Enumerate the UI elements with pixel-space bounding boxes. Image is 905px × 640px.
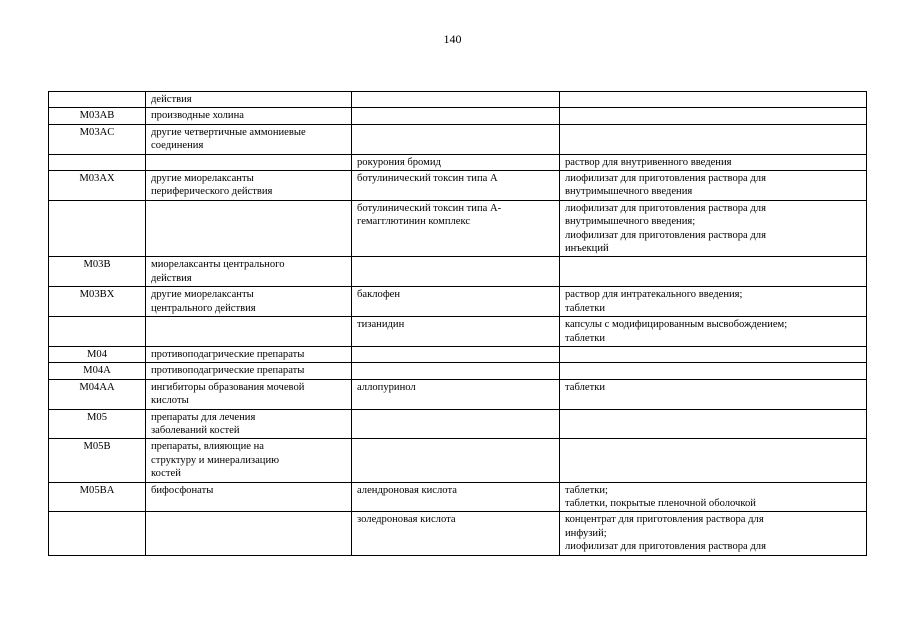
table-row [49, 439, 867, 482]
dosage-form-cell: раствор для интратекального введения; таблетки [560, 287, 867, 317]
group-cell: миорелаксанты центрального действия [146, 257, 352, 287]
dosage-form-cell [560, 409, 867, 439]
group-cell [146, 200, 352, 257]
dosage-form-cell: концентрат для приготовления раствора для инфузий; лиофилизат для приготовления раствора для [560, 512, 867, 555]
drug-cell [352, 124, 560, 154]
atc-code-cell [49, 317, 146, 347]
table-row [49, 317, 867, 347]
drug-cell [352, 439, 560, 482]
drug-cell [352, 92, 560, 108]
atc-code-cell: M03B [49, 257, 146, 287]
atc-code-cell: M03AC [49, 124, 146, 154]
drug-classification-table [48, 91, 867, 556]
table-row [49, 154, 867, 170]
dosage-form-cell: лиофилизат для приготовления раствора для внутримышечного введения [560, 171, 867, 201]
group-cell: препараты, влияющие на структуру и минерализацию костей [146, 439, 352, 482]
table-row [49, 171, 867, 201]
drug-cell: рокурония бромид [352, 154, 560, 170]
drug-cell [352, 108, 560, 124]
drug-cell [352, 409, 560, 439]
dosage-form-cell: таблетки; таблетки, покрытые пленочной оболочкой [560, 482, 867, 512]
table-row [49, 108, 867, 124]
group-cell [146, 154, 352, 170]
dosage-form-cell [560, 439, 867, 482]
group-cell [146, 317, 352, 347]
atc-code-cell: M03BX [49, 287, 146, 317]
drug-cell: тизанидин [352, 317, 560, 347]
dosage-form-cell: таблетки [560, 379, 867, 409]
drug-cell [352, 363, 560, 379]
group-cell: противоподагрические препараты [146, 363, 352, 379]
dosage-form-cell [560, 363, 867, 379]
group-cell: препараты для лечения заболеваний костей [146, 409, 352, 439]
table-row [49, 200, 867, 257]
table-row [49, 257, 867, 287]
atc-code-cell [49, 92, 146, 108]
dosage-form-cell [560, 108, 867, 124]
group-cell: другие миорелаксанты центрального действия [146, 287, 352, 317]
atc-code-cell: M04AA [49, 379, 146, 409]
atc-code-cell: M03AB [49, 108, 146, 124]
page-number: 140 [443, 32, 462, 46]
atc-code-cell: M03AX [49, 171, 146, 201]
dosage-form-cell: лиофилизат для приготовления раствора для внутримышечного введения; лиофилизат для приготовления раствора для инъекций [560, 200, 867, 257]
dosage-form-cell: раствор для внутривенного введения [560, 154, 867, 170]
drug-cell [352, 346, 560, 362]
drug-cell: ботулинический токсин типа A [352, 171, 560, 201]
atc-code-cell: M05 [49, 409, 146, 439]
table-row [49, 287, 867, 317]
table-row [49, 346, 867, 362]
table-row [49, 482, 867, 512]
group-cell [146, 512, 352, 555]
atc-code-cell [49, 154, 146, 170]
table-row [49, 363, 867, 379]
group-cell: другие миорелаксанты периферического действия [146, 171, 352, 201]
group-cell: противоподагрические препараты [146, 346, 352, 362]
group-cell: бифосфонаты [146, 482, 352, 512]
table-row [49, 379, 867, 409]
group-cell: другие четвертичные аммониевые соединения [146, 124, 352, 154]
drug-cell [352, 257, 560, 287]
drug-cell: баклофен [352, 287, 560, 317]
drug-cell: алендроновая кислота [352, 482, 560, 512]
table-row [49, 92, 867, 108]
dosage-form-cell [560, 124, 867, 154]
dosage-form-cell [560, 92, 867, 108]
group-cell: действия [146, 92, 352, 108]
drug-cell: аллопуринол [352, 379, 560, 409]
group-cell: производные холина [146, 108, 352, 124]
atc-code-cell: M04 [49, 346, 146, 362]
table-row [49, 409, 867, 439]
drug-cell: ботулинический токсин типа A- гемагглютинин комплекс [352, 200, 560, 257]
atc-code-cell [49, 512, 146, 555]
atc-code-cell: M04A [49, 363, 146, 379]
dosage-form-cell [560, 257, 867, 287]
group-cell: ингибиторы образования мочевой кислоты [146, 379, 352, 409]
atc-code-cell: M05B [49, 439, 146, 482]
drug-cell: золедроновая кислота [352, 512, 560, 555]
atc-code-cell [49, 200, 146, 257]
table-row [49, 124, 867, 154]
atc-code-cell: M05BA [49, 482, 146, 512]
dosage-form-cell: капсулы с модифицированным высвобождением; таблетки [560, 317, 867, 347]
table-row [49, 512, 867, 555]
dosage-form-cell [560, 346, 867, 362]
